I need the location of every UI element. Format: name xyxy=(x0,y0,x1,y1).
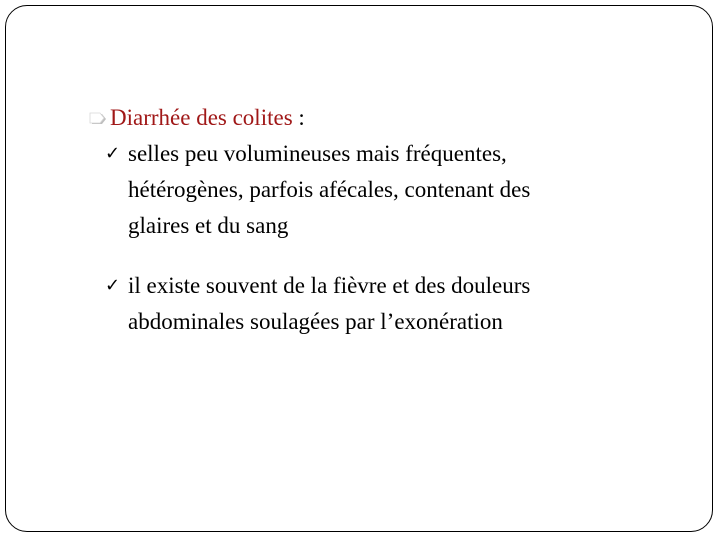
shadow-arrow-bullet-icon xyxy=(88,109,110,125)
list-item xyxy=(105,136,665,244)
check-icon: ✓ xyxy=(105,143,121,164)
check-icon: ✓ xyxy=(105,275,121,296)
list-item-text: il existe souvent de la fièvre et des douleurs abdominales soulagées par l’exonération xyxy=(128,273,531,334)
heading-title: Diarrhée des colites xyxy=(110,105,293,130)
list-item xyxy=(105,268,665,340)
slide-heading xyxy=(88,103,305,133)
list-item-text: selles peu volumineuses mais fréquentes, hétérogènes, parfois afécales, contenant des glaires et du sang xyxy=(128,141,531,238)
heading-colon: : xyxy=(292,105,305,130)
